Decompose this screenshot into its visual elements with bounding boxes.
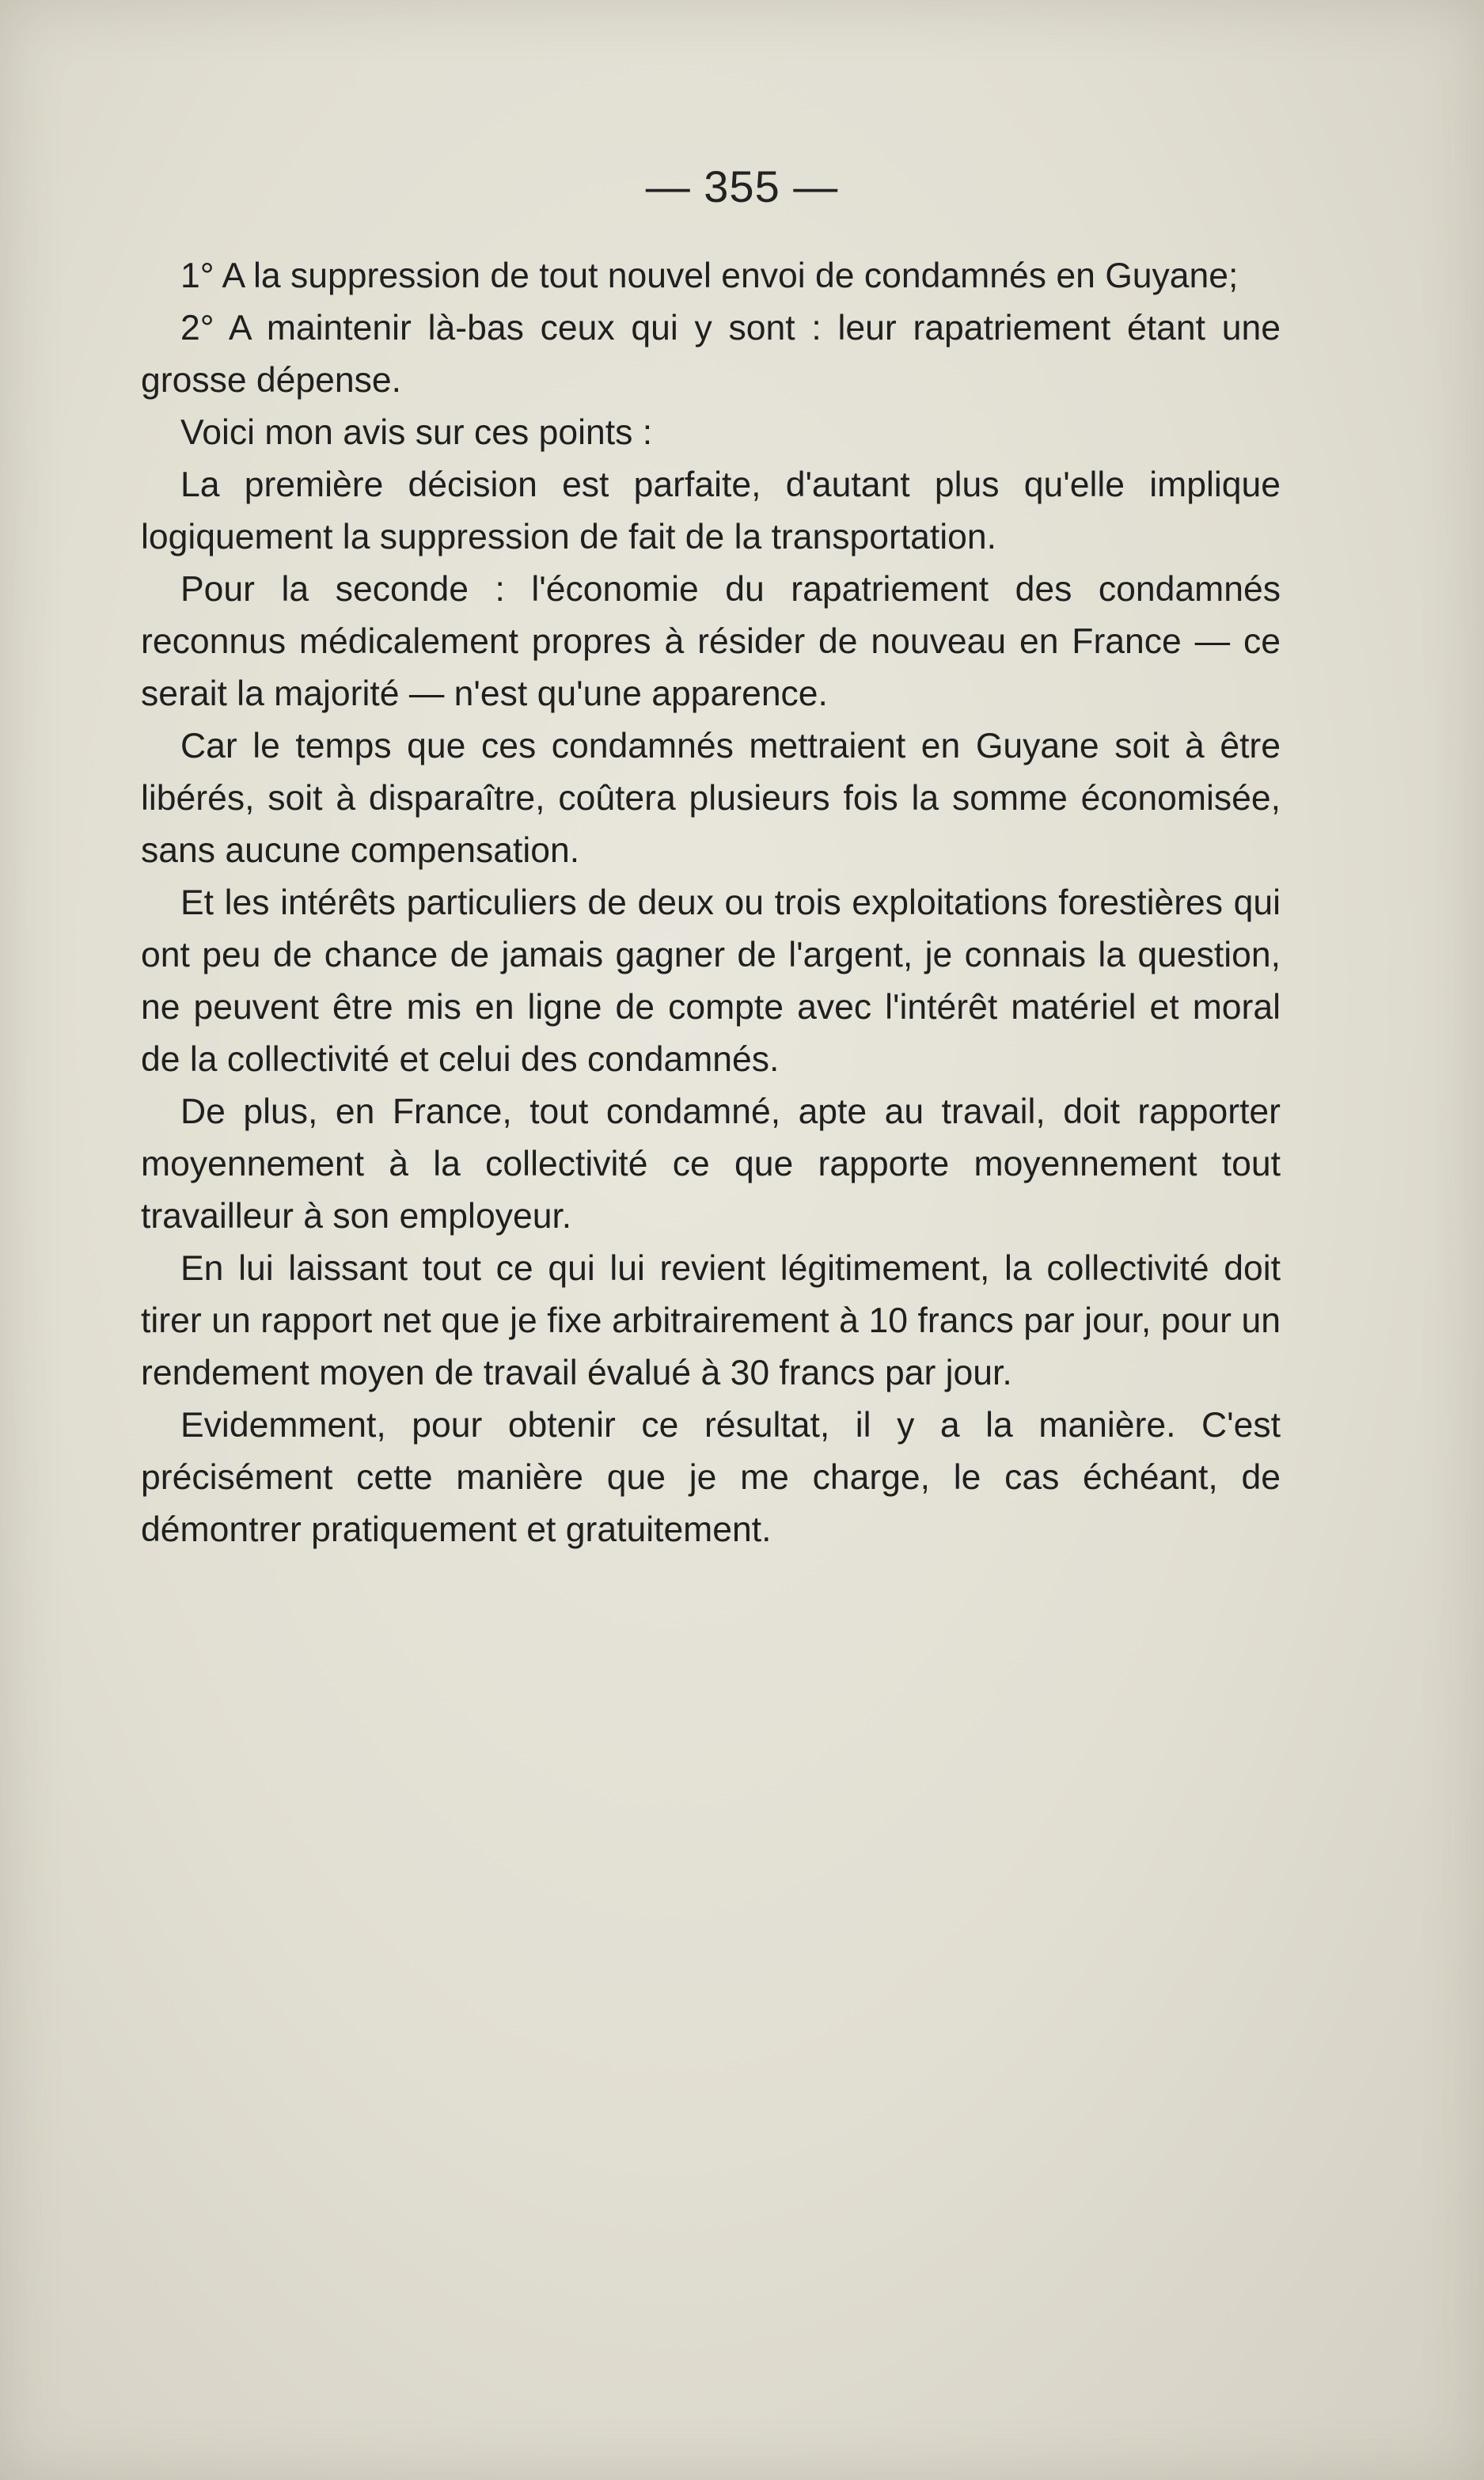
- page-number: — 355 —: [645, 161, 839, 211]
- paragraph: Pour la seconde : l'économie du rapatriement des condamnés reconnus médicalement propres à résider de nouveau en France — ce serait la majorité — n'est qu'une apparence.: [141, 570, 1281, 713]
- paragraph: La première décision est parfaite, d'autant plus qu'elle implique logiquement la suppression de fait de la transportation.: [141, 465, 1281, 556]
- paragraph: De plus, en France, tout condamné, apte au travail, doit rapporter moyennement à la collectivité ce que rapporte moyennement tout travailleur à son employeur.: [141, 1092, 1281, 1236]
- paragraph: Car le temps que ces condamnés mettraient en Guyane soit à être libérés, soit à disparaître, coûtera plusieurs fois la somme économisée, sans aucune compensation.: [141, 727, 1281, 870]
- paragraph: 1° A la suppression de tout nouvel envoi de condamnés en Guyane;: [180, 256, 1239, 295]
- paragraph: Evidemment, pour obtenir ce résultat, il y a la manière. C'est précisément cette manière que je me charge, le cas échéant, de démontrer pratiquement et gratuitement.: [141, 1406, 1281, 1549]
- paragraph: Et les intérêts particuliers de deux ou trois exploitations forestières qui ont peu de chance de jamais gagner de l'argent, je connais la question, ne peuvent être mis en ligne de compte avec l'intérêt matériel et moral de la collectivité et celui des condamnés.: [141, 883, 1281, 1079]
- body-text: [141, 250, 1281, 1556]
- paragraph: 2° A maintenir là-bas ceux qui y sont : leur rapatriement étant une grosse dépense.: [141, 309, 1281, 400]
- paragraph: En lui laissant tout ce qui lui revient légitimement, la collectivité doit tirer un rapport net que je fixe arbitrairement à 10 francs par jour, pour un rendement moyen de travail évalué à 30 francs par jour.: [141, 1249, 1281, 1392]
- paragraph: Voici mon avis sur ces points :: [180, 413, 653, 452]
